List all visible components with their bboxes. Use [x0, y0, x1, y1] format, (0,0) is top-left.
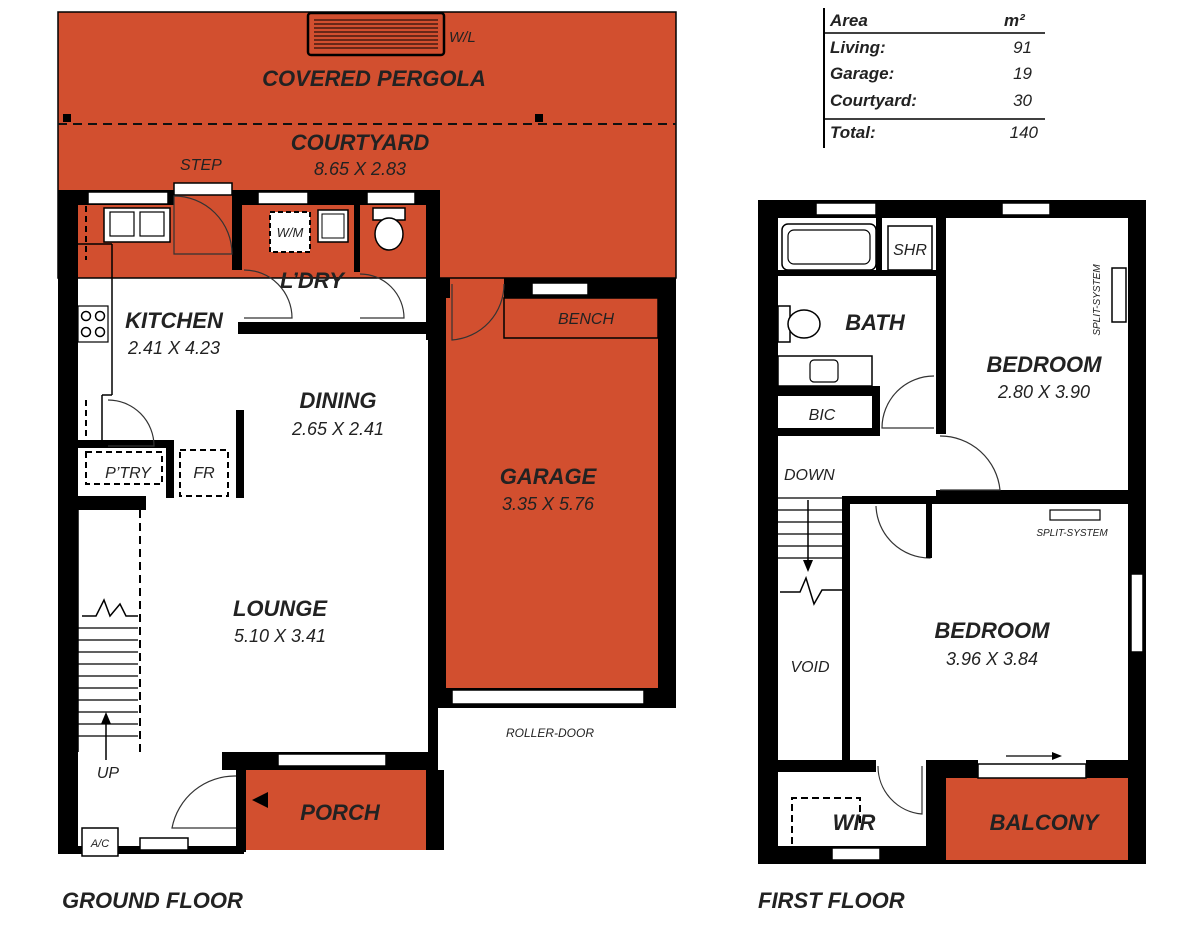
ground-floor-plan — [58, 12, 676, 913]
toilet-upstairs-icon — [778, 306, 820, 342]
courtyard-dims: 8.65 X 2.83 — [313, 159, 407, 179]
shower-label: SHR — [893, 242, 927, 259]
kitchen-label: KITCHEN — [125, 308, 223, 333]
area-row-garage-value: 19 — [1013, 64, 1032, 83]
bath-label: BATH — [845, 310, 905, 335]
courtyard-label: COURTYARD — [290, 130, 430, 155]
area-row-courtyard-label: Courtyard: — [830, 91, 917, 110]
balcony-label: BALCONY — [989, 810, 1099, 835]
area-row-living-label: Living: — [830, 38, 886, 57]
garage-label: GARAGE — [499, 464, 597, 489]
down-label: DOWN — [784, 467, 835, 484]
clothesline-icon — [308, 13, 444, 55]
porch-label: PORCH — [300, 800, 380, 825]
cooktop-icon — [78, 306, 108, 342]
step-label: STEP — [180, 157, 222, 174]
laundry-label: L’DRY — [280, 268, 344, 293]
split-system-1-label: SPLIT-SYSTEM — [1092, 264, 1103, 336]
split-system-2-label: SPLIT-SYSTEM — [1036, 528, 1108, 539]
stairs-ground-icon — [78, 510, 140, 760]
wl-label: W/L — [449, 29, 476, 46]
void-label: VOID — [790, 659, 830, 676]
bic-label: BIC — [808, 407, 836, 424]
bedroom1-dims: 2.80 X 3.90 — [997, 382, 1091, 402]
garage-dims: 3.35 X 5.76 — [501, 494, 595, 514]
slide-arrow-icon — [1052, 752, 1062, 760]
covered-pergola-label: COVERED PERGOLA — [262, 66, 486, 91]
fridge-label: FR — [193, 465, 215, 482]
area-row-living-value: 91 — [1013, 38, 1032, 57]
first-floor-title: FIRST FLOOR — [758, 888, 905, 913]
dining-label: DINING — [299, 388, 377, 413]
area-header-unit: m² — [1004, 11, 1025, 30]
ground-floor-title: GROUND FLOOR — [62, 888, 243, 913]
lounge-dims: 5.10 X 3.41 — [233, 626, 327, 646]
dining-dims: 2.65 X 2.41 — [291, 419, 385, 439]
pantry-label: P’TRY — [105, 465, 151, 482]
first-floor-plan — [758, 200, 1146, 913]
area-header-label: Area — [830, 11, 868, 30]
wm-label: W/M — [276, 225, 304, 240]
roller-door-label: ROLLER-DOOR — [505, 726, 595, 740]
area-row-courtyard-value: 30 — [1013, 91, 1032, 110]
bedroom2-label: BEDROOM — [934, 618, 1050, 643]
area-total-value: 140 — [1009, 123, 1038, 142]
wir-label: WIR — [832, 810, 876, 835]
area-row-garage-label: Garage: — [830, 64, 895, 83]
lounge-label: LOUNGE — [232, 596, 328, 621]
bedroom1-label: BEDROOM — [986, 352, 1102, 377]
ac-label: A/C — [90, 838, 110, 850]
bench-label: BENCH — [557, 311, 615, 328]
kitchen-dims: 2.41 X 4.23 — [127, 338, 221, 358]
toilet-icon — [373, 208, 405, 250]
bedroom2-dims: 3.96 X 3.84 — [945, 649, 1039, 669]
area-table — [824, 8, 1045, 148]
up-label: UP — [96, 765, 120, 782]
stairs-upper-icon — [778, 496, 846, 760]
area-total-label: Total: — [830, 123, 876, 142]
